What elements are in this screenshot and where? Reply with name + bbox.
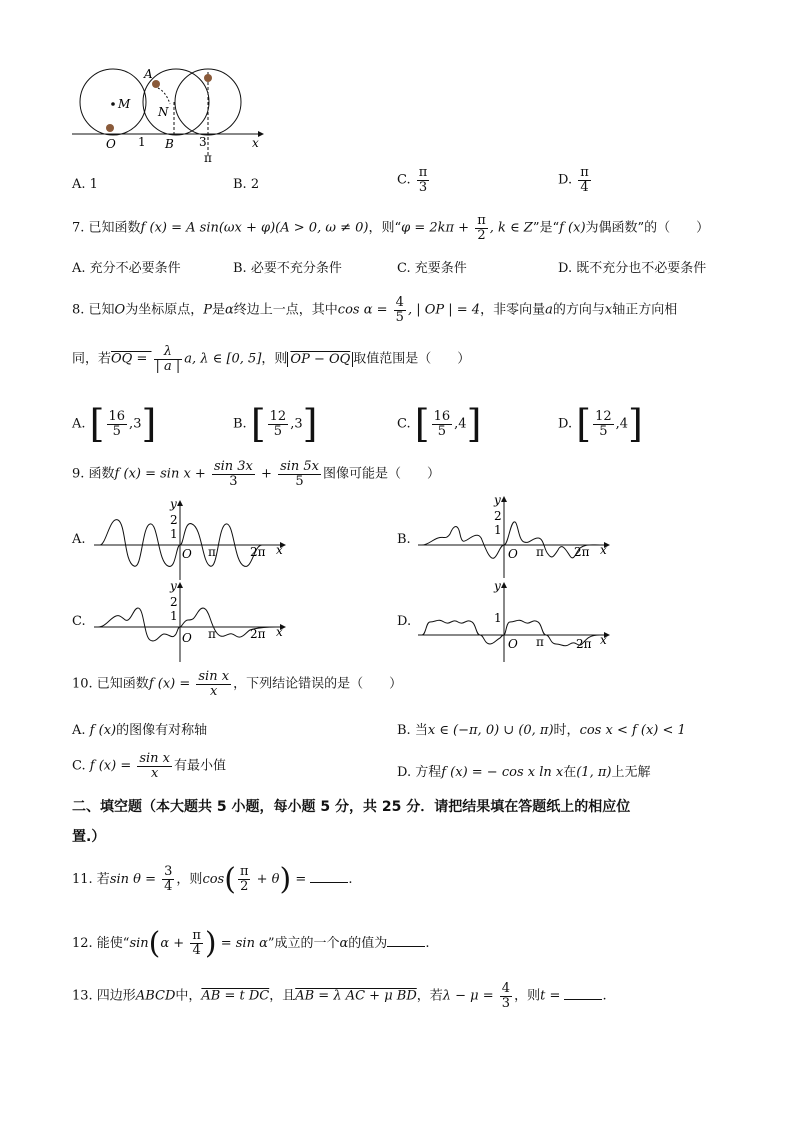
svg-text:π: π <box>536 545 544 559</box>
q9-graph-b[interactable] <box>414 494 614 582</box>
label-M: M <box>118 97 131 111</box>
q9-option-b-label[interactable]: B. <box>397 532 411 547</box>
svg-text:1: 1 <box>494 523 502 537</box>
svg-text:2π: 2π <box>250 627 266 641</box>
q6-option-a[interactable]: A. 1 <box>72 177 98 192</box>
svg-text:π: π <box>536 635 544 649</box>
svg-text:π: π <box>208 627 216 641</box>
q9-option-d-label[interactable]: D. <box>397 614 412 629</box>
q9-graph-d[interactable] <box>414 578 614 664</box>
svg-text:O: O <box>182 631 192 645</box>
rolling-circles-figure <box>66 64 266 172</box>
answer-blank[interactable] <box>310 870 348 883</box>
svg-text:2π: 2π <box>250 545 266 559</box>
svg-text:1: 1 <box>494 611 502 625</box>
label-pi: π <box>204 151 212 165</box>
answer-blank[interactable] <box>387 934 425 947</box>
svg-text:2π: 2π <box>576 637 592 651</box>
q10-stem: 10. 已知函数f (x) = $\frac{\text{sin x}}{x}$ ，下列结论错误的是（ ） <box>72 669 403 699</box>
section-2-heading-line1: 二、填空题（本大题共 5 小题，每小题 5 分，共 25 分．请把结果填在答题纸上的相应位 <box>72 799 631 815</box>
svg-text:O: O <box>508 637 518 651</box>
svg-text:2: 2 <box>170 595 178 609</box>
svg-text:2: 2 <box>170 513 178 527</box>
q8-option-a[interactable]: A. [ $\frac{16}{5}$ ,3] <box>72 402 157 446</box>
label-A: A <box>144 67 153 81</box>
q9-stem: 9. 函数f (x) = sin x + $\frac{\sin 3x}{3}$ + $\frac{\sin 5x}{5}$ 图像可能是（ ） <box>72 459 441 489</box>
q13-stem: 13. 四边形ABCD中，AB = t DC，且AB = λ AC + μ BD，若λ − μ = $\frac{4}{3}$ ，则t = . <box>72 981 607 1011</box>
q8-option-c[interactable]: C. [ $\frac{16}{5}$ ,4] <box>397 402 482 446</box>
q8-option-d[interactable]: D. [ $\frac{12}{5}$ ,4] <box>558 402 643 446</box>
q10-option-c[interactable]: C. f (x) = $\frac{\text{sin x}}{x}$ 有最小值 <box>72 751 227 781</box>
bug-icon-top <box>204 74 212 82</box>
q8-option-b[interactable]: B. [ $\frac{12}{5}$ ,3] <box>233 402 318 446</box>
q9-option-a-label[interactable]: A. <box>72 532 86 547</box>
svg-text:y: y <box>170 579 177 593</box>
svg-text:x: x <box>600 633 607 647</box>
q6-option-b[interactable]: B. 2 <box>233 177 260 192</box>
svg-text:x: x <box>276 625 283 639</box>
svg-text:O: O <box>508 547 518 561</box>
fraction: $\frac{\pi}{4}$ <box>580 165 589 195</box>
q9-graph-a[interactable] <box>90 496 290 584</box>
q7-option-b[interactable]: B. 必要不充分条件 <box>233 261 342 276</box>
q7-option-c[interactable]: C. 充要条件 <box>397 261 467 276</box>
svg-text:1: 1 <box>170 609 178 623</box>
svg-text:π: π <box>208 545 216 559</box>
q9-graph-c[interactable] <box>90 578 290 664</box>
q7-stem: 7. 已知函数f (x) = A sin(ωx + φ)(A > 0, ω ≠ 0)，则“φ = 2kπ + $\frac{\pi}{2}$ , k ∈ Z”是“f (x)为偶函数”的（ ） <box>72 213 710 243</box>
label-1: 1 <box>138 135 146 149</box>
svg-text:O: O <box>182 547 192 561</box>
section-2-heading-line2: 置.） <box>72 829 106 845</box>
answer-blank[interactable] <box>564 987 602 1000</box>
q7-option-d[interactable]: D. 既不充分也不必要条件 <box>558 261 707 276</box>
label-3: 3 <box>199 135 207 149</box>
q7-option-a[interactable]: A. 充分不必要条件 <box>72 261 181 276</box>
svg-text:x: x <box>600 543 607 557</box>
bug-icon-a <box>152 80 160 88</box>
label-O: O <box>106 137 116 151</box>
q11-stem: 11. 若sin θ = $\frac{3}{4}$ ，则cos( $\frac{\pi}{2}$ + θ) = . <box>72 862 353 897</box>
svg-text:2: 2 <box>494 509 502 523</box>
q6-option-d[interactable]: D. $\frac{\pi}{4}$ <box>558 165 589 195</box>
svg-text:y: y <box>494 579 501 593</box>
q10-option-d[interactable]: D. 方程f (x) = − cos x ln x在(1, π)上无解 <box>397 765 651 780</box>
svg-text:1: 1 <box>170 527 178 541</box>
svg-text:2π: 2π <box>574 545 590 559</box>
bug-icon-bottom <box>106 124 114 132</box>
svg-text:x: x <box>276 543 283 557</box>
label-B: B <box>165 137 174 151</box>
q8-stem-line1: 8. 已知O为坐标原点，P是α终边上一点，其中cos α = $\frac{4}{5}$ , | OP | = 4，非零向量a的方向与x轴正方向相 <box>72 295 678 325</box>
svg-text:y: y <box>494 494 501 507</box>
q10-option-a[interactable]: A. f (x)的图像有对称轴 <box>72 723 208 738</box>
q8-stem-line2: 同，若OQ = $\frac{\lambda}{| a |}$ a, λ ∈ [0, 5]，则 OP − OQ 取值范围是（ ） <box>72 344 471 374</box>
q10-option-b[interactable]: B. 当x ∈ (−π, 0) ∪ (0, π)时，cos x < f (x) < 1 <box>397 723 686 738</box>
label-x: x <box>252 136 259 150</box>
label-N: N <box>158 105 169 119</box>
q12-stem: 12. 能使“sin(α + $\frac{\pi}{4}$ ) = sin α”成立的一个α的值为 . <box>72 926 430 961</box>
q6-option-c[interactable]: C. $\frac{\pi}{3}$ <box>397 165 428 195</box>
q9-option-c-label[interactable]: C. <box>72 614 86 629</box>
svg-text:y: y <box>170 497 177 511</box>
fraction: $\frac{\pi}{3}$ <box>418 165 428 195</box>
